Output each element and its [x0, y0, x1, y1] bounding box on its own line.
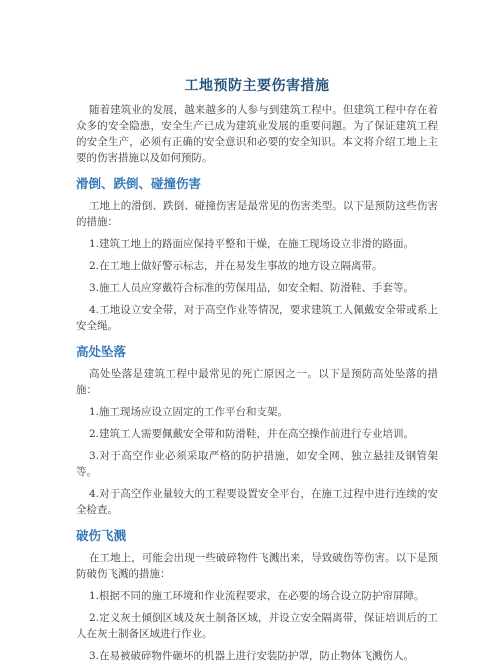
list-item: 2.定义灰土倾倒区域及灰土制备区域，并设立安全隔离带，保证培训后的工人在灰土制备区域进行作业。 — [76, 612, 438, 640]
list-item: 1.建筑工地上的路面应保持平整和干燥，在施工现场设立非滑的路面。 — [89, 238, 415, 250]
section-slip-fall-collision — [76, 174, 438, 334]
section-heading: 滑倒、跌倒、碰撞伤害 — [76, 176, 202, 191]
section-flying-debris — [76, 526, 438, 664]
list-item: 2.建筑工人需要佩戴安全带和防滑鞋，并在高空操作前进行专业培训。 — [89, 428, 415, 440]
document-title: 工地预防主要伤害措施 — [184, 78, 330, 94]
list-item: 2.在工地上做好警示标志，并在易发生事故的地方设立隔离带。 — [89, 260, 383, 272]
intro-paragraph: 随着建筑业的发展，越来越多的人参与到建筑工程中。但建筑工程中存在着众多的安全隐患，安全生产已成为建筑业发展的重要问题。为了保证建筑工程的安全生产，必须有正确的安全意识和必要的安全知识。本文将介绍工地上主要的伤害措施以及如何预防。 — [76, 104, 438, 164]
list-item: 1.根据不同的施工环境和作业流程要求，在必要的场合设立防护帘屏障。 — [89, 590, 425, 602]
section-heading: 破伤飞溅 — [76, 528, 127, 543]
section-paragraph: 在工地上，可能会出现一些破碎物件飞溅出来，导致破伤等伤害。以下是预防破伤飞溅的措施： — [76, 552, 438, 580]
section-paragraph: 工地上的滑倒、跌倒、碰撞伤害是最常见的伤害类型。以下是预防这些伤害的措施： — [76, 200, 438, 228]
section-falls-from-height — [76, 342, 438, 518]
list-item: 4.对于高空作业量较大的工程要设置安全平台，在施工过程中进行连续的安全检查。 — [76, 488, 438, 516]
section-heading: 高处坠落 — [76, 344, 127, 359]
list-item: 3.在易被破碎物件砸坏的机器上进行安装防护罩，防止物体飞溅伤人。 — [89, 650, 415, 662]
section-paragraph: 高处坠落是建筑工程中最常见的死亡原因之一。以下是预防高处坠落的措施： — [76, 368, 438, 396]
list-item: 3.施工人员应穿戴符合标准的劳保用品，如安全帽、防滑鞋、手套等。 — [89, 282, 415, 294]
list-item: 4.工地设立安全带，对于高空作业等情况，要求建筑工人佩戴安全带或系上安全绳。 — [76, 304, 438, 332]
list-item: 3.对于高空作业必须采取严格的防护措施，如安全网、独立悬挂及钢管架等。 — [76, 450, 438, 478]
list-item: 1.施工现场应设立固定的工作平台和支架。 — [89, 406, 289, 418]
